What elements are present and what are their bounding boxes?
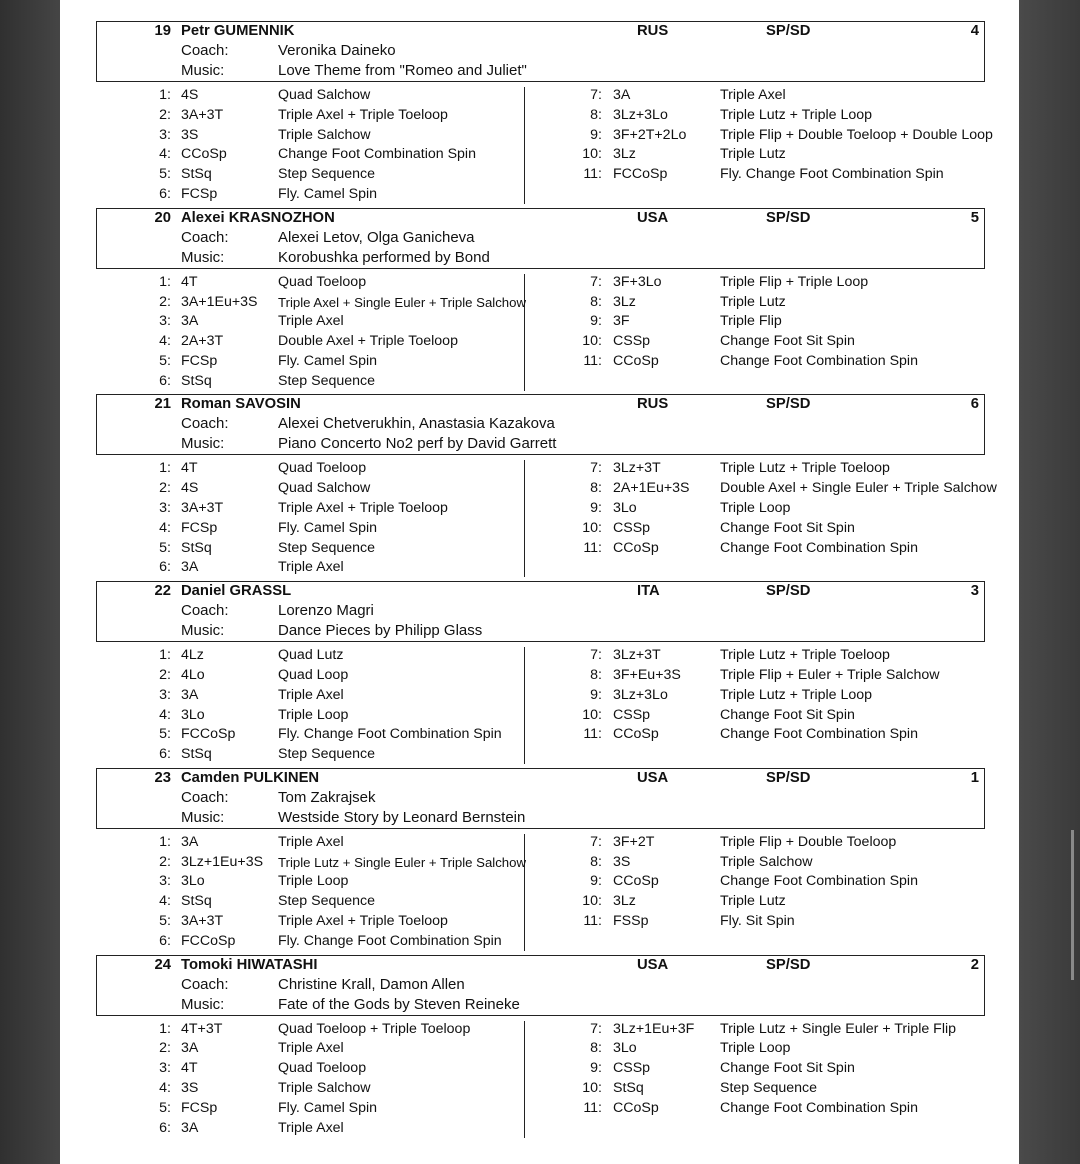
element-description: Change Foot Combination Spin — [720, 539, 918, 556]
coach-name: Veronika Daineko — [278, 42, 396, 59]
element-code: 3A+1Eu+3S — [181, 293, 258, 310]
element-code: 4T+3T — [181, 1020, 223, 1037]
element-description: Triple Flip + Triple Loop — [720, 273, 869, 290]
start-number: 20 — [154, 209, 171, 226]
coach-name: Tom Zakrajsek — [278, 788, 376, 806]
element-code: 3A+3T — [181, 106, 224, 123]
element-description: Triple Axel + Triple Toeloop — [278, 106, 448, 123]
element-description: Step Sequence — [278, 372, 376, 389]
coach-name: Alexei Letov, Olga Ganicheva — [278, 228, 475, 246]
element-code: 3Lz+1Eu+3F — [613, 1020, 695, 1037]
start-number: 21 — [154, 396, 171, 413]
element-number: 7: — [590, 273, 602, 290]
element-number: 7: — [590, 1020, 602, 1037]
element-number: 9: — [590, 873, 602, 890]
element-description: Fly. Camel Spin — [278, 352, 378, 369]
element-number: 9: — [590, 126, 602, 143]
element-description: Triple Axel — [278, 686, 344, 703]
element-description: Step Sequence — [278, 539, 376, 556]
element-number: 6: — [159, 932, 171, 949]
element-code: FCSp — [181, 352, 218, 369]
element-number: 10: — [582, 893, 602, 910]
element-description: Triple Axel + Triple Toeloop — [278, 500, 448, 516]
element-description: Quad Toeloop — [278, 1060, 367, 1077]
element-number: 11: — [583, 1099, 602, 1116]
element-description: Triple Lutz — [720, 893, 786, 910]
rank-number: 6 — [970, 396, 979, 413]
skater-name: Roman SAVOSIN — [181, 396, 301, 413]
element-code: StSq — [613, 1079, 644, 1096]
element-code: 4T — [181, 1060, 198, 1077]
element-code: 3A — [181, 686, 199, 703]
element-number: 2: — [159, 666, 171, 683]
skater-name: Tomoki HIWATASHI — [181, 956, 318, 973]
element-code: CCoSp — [613, 873, 659, 890]
column-divider — [524, 274, 525, 391]
element-description: Change Foot Combination Spin — [720, 1099, 918, 1116]
element-number: 7: — [590, 460, 602, 477]
element-number: 6: — [159, 1119, 171, 1136]
coach-name: Lorenzo Magri — [278, 602, 374, 620]
element-code: FCCoSp — [613, 166, 668, 183]
rank-number: 2 — [970, 956, 979, 973]
element-number: 10: — [582, 333, 602, 350]
element-number: 11: — [583, 539, 602, 556]
element-description: Change Foot Combination Spin — [720, 873, 918, 890]
element-number: 4: — [159, 893, 171, 910]
music-label: Music: — [181, 248, 225, 266]
element-code: CCoSp — [613, 352, 659, 369]
element-code: 3Lz — [613, 146, 636, 163]
element-description: Quad Toeloop — [278, 273, 367, 290]
element-number: 3: — [159, 873, 171, 890]
nation-code: USA — [637, 769, 669, 786]
element-code: 3Lz+3T — [613, 647, 661, 664]
element-description: Change Foot Sit Spin — [720, 333, 855, 350]
element-code: FCCoSp — [181, 726, 236, 743]
element-description: Double Axel + Triple Toeloop — [278, 333, 458, 350]
element-code: 3A+3T — [181, 500, 224, 516]
element-code: 3Lz+3T — [613, 460, 661, 477]
element-number: 5: — [159, 1099, 171, 1116]
element-code: 3Lo — [613, 500, 637, 516]
element-number: 5: — [159, 726, 171, 743]
element-code: 3Lo — [613, 1040, 637, 1057]
start-number: 19 — [154, 23, 171, 39]
element-description: Triple Lutz + Single Euler + Triple Salchow — [278, 854, 526, 870]
element-description: Fly. Camel Spin — [278, 186, 378, 202]
skater-name: Camden PULKINEN — [181, 769, 320, 786]
element-code: FSSp — [613, 913, 649, 929]
music-label: Music: — [181, 808, 225, 826]
element-number: 2: — [159, 480, 171, 497]
element-description: Step Sequence — [720, 1079, 818, 1096]
element-number: 4: — [159, 146, 171, 163]
element-description: Triple Lutz + Single Euler + Triple Flip — [720, 1020, 957, 1037]
element-number: 9: — [590, 500, 602, 516]
nation-code: RUS — [637, 23, 669, 39]
element-code: 3A — [181, 1119, 199, 1136]
element-number: 11: — [583, 726, 602, 743]
element-description: Quad Salchow — [278, 480, 371, 497]
element-description: Triple Lutz — [720, 293, 786, 310]
coach-name: Christine Krall, Damon Allen — [278, 975, 465, 993]
segment-label: SP/SD — [766, 583, 811, 600]
element-code: 3S — [181, 126, 199, 143]
element-description: Triple Lutz + Triple Toeloop — [720, 647, 890, 664]
element-description: Fly. Camel Spin — [278, 519, 378, 536]
element-number: 8: — [590, 293, 602, 310]
nation-code: USA — [637, 209, 669, 226]
element-number: 10: — [582, 519, 602, 536]
element-description: Fly. Sit Spin — [720, 913, 795, 929]
music-title: Love Theme from "Romeo and Juliet" — [278, 62, 527, 79]
element-description: Triple Axel — [278, 833, 344, 850]
segment-label: SP/SD — [766, 769, 811, 786]
element-code: CSSp — [613, 519, 651, 536]
element-description: Triple Loop — [278, 706, 349, 723]
element-description: Triple Axel + Triple Toeloop — [278, 913, 448, 929]
element-number: 5: — [159, 166, 171, 183]
element-number: 9: — [590, 1060, 602, 1077]
element-description: Triple Axel — [720, 87, 786, 103]
nation-code: USA — [637, 956, 669, 973]
element-code: 4S — [181, 480, 199, 497]
coach-label: Coach: — [181, 975, 229, 993]
music-title: Korobushka performed by Bond — [278, 248, 490, 266]
skater-name: Petr GUMENNIK — [181, 23, 295, 39]
element-number: 1: — [159, 1020, 171, 1037]
element-number: 10: — [582, 146, 602, 163]
element-code: CSSp — [613, 333, 651, 350]
nation-code: RUS — [637, 396, 669, 413]
element-description: Triple Lutz + Triple Toeloop — [720, 460, 890, 477]
element-number: 3: — [159, 1060, 171, 1077]
coach-label: Coach: — [181, 228, 229, 246]
element-description: Quad Salchow — [278, 87, 371, 103]
element-code: FCSp — [181, 1099, 218, 1116]
element-description: Triple Lutz + Triple Loop — [720, 686, 873, 703]
element-code: 3A — [181, 313, 199, 330]
element-code: 3S — [181, 1079, 199, 1096]
element-code: 4T — [181, 273, 198, 290]
element-description: Triple Loop — [720, 1040, 791, 1057]
element-number: 5: — [159, 913, 171, 929]
element-code: 3F — [613, 313, 630, 330]
element-description: Fly. Camel Spin — [278, 1099, 378, 1116]
element-number: 7: — [590, 647, 602, 664]
element-code: StSq — [181, 893, 212, 910]
music-label: Music: — [181, 622, 225, 640]
coach-label: Coach: — [181, 42, 229, 59]
music-label: Music: — [181, 995, 225, 1013]
element-code: 3A — [181, 833, 199, 850]
element-code: CCoSp — [613, 726, 659, 743]
element-code: CSSp — [613, 1060, 651, 1077]
element-description: Step Sequence — [278, 893, 376, 910]
element-code: CSSp — [613, 706, 651, 723]
element-code: 2A+1Eu+3S — [613, 480, 690, 497]
element-description: Fly. Change Foot Combination Spin — [720, 166, 944, 183]
viewer-left-margin — [0, 0, 60, 1164]
element-description: Double Axel + Single Euler + Triple Salchow — [720, 480, 997, 497]
element-number: 7: — [590, 87, 602, 103]
segment-label: SP/SD — [766, 396, 811, 413]
element-description: Triple Flip + Double Toeloop — [720, 833, 897, 850]
coach-label: Coach: — [181, 788, 229, 806]
element-code: 3Lo — [181, 706, 205, 723]
element-code: CCoSp — [613, 539, 659, 556]
element-code: FCCoSp — [181, 932, 236, 949]
element-number: 4: — [159, 333, 171, 350]
document-page — [60, 0, 1019, 1164]
element-number: 1: — [159, 87, 171, 103]
element-number: 6: — [159, 186, 171, 202]
element-number: 3: — [159, 126, 171, 143]
element-code: 3F+2T+2Lo — [613, 126, 687, 143]
segment-label: SP/SD — [766, 209, 811, 226]
element-description: Change Foot Sit Spin — [720, 519, 855, 536]
music-label: Music: — [181, 435, 225, 453]
element-number: 8: — [590, 853, 602, 870]
element-description: Triple Flip + Double Toeloop + Double Loop — [720, 126, 993, 143]
rank-number: 3 — [970, 583, 979, 600]
element-code: 4S — [181, 87, 199, 103]
element-description: Triple Lutz — [720, 146, 786, 163]
element-code: StSq — [181, 746, 212, 763]
element-code: FCSp — [181, 519, 218, 536]
element-number: 8: — [590, 1040, 602, 1057]
element-description: Change Foot Combination Spin — [720, 726, 918, 743]
element-number: 5: — [159, 352, 171, 369]
element-code: FCSp — [181, 186, 218, 202]
element-code: 4Lz — [181, 647, 204, 664]
rank-number: 1 — [970, 769, 979, 786]
element-code: 3Lz+1Eu+3S — [181, 853, 264, 870]
coach-label: Coach: — [181, 602, 229, 620]
segment-label: SP/SD — [766, 23, 811, 39]
element-number: 4: — [159, 519, 171, 536]
element-number: 3: — [159, 686, 171, 703]
element-code: 3A+3T — [181, 913, 224, 929]
element-code: 3A — [181, 1040, 199, 1057]
column-divider — [524, 834, 525, 951]
element-number: 5: — [159, 539, 171, 556]
element-number: 8: — [590, 106, 602, 123]
element-number: 2: — [159, 106, 171, 123]
element-code: 3S — [613, 853, 631, 870]
element-description: Step Sequence — [278, 746, 376, 763]
element-number: 6: — [159, 372, 171, 389]
element-number: 8: — [590, 666, 602, 683]
element-number: 11: — [583, 352, 602, 369]
element-description: Triple Salchow — [720, 853, 813, 870]
element-code: CCoSp — [181, 146, 227, 163]
element-description: Triple Lutz + Triple Loop — [720, 106, 873, 123]
element-number: 10: — [582, 706, 602, 723]
element-number: 8: — [590, 480, 602, 497]
element-number: 6: — [159, 746, 171, 763]
element-code: 3F+3Lo — [613, 273, 662, 290]
element-description: Triple Axel + Single Euler + Triple Salchow — [278, 294, 526, 310]
music-title: Dance Pieces by Philipp Glass — [278, 622, 483, 640]
element-description: Change Foot Combination Spin — [278, 146, 476, 163]
element-description: Quad Lutz — [278, 647, 344, 664]
element-code: 3Lo — [181, 873, 205, 890]
element-description: Triple Axel — [278, 1119, 344, 1136]
music-title: Westside Story by Leonard Bernstein — [278, 808, 526, 826]
element-number: 2: — [159, 1040, 171, 1057]
column-divider — [524, 87, 525, 204]
element-number: 2: — [159, 293, 171, 310]
element-code: 3Lz+3Lo — [613, 686, 668, 703]
element-description: Triple Axel — [278, 559, 344, 576]
element-number: 4: — [159, 706, 171, 723]
element-code: 3Lz — [613, 893, 636, 910]
column-divider — [524, 460, 525, 577]
element-number: 1: — [159, 460, 171, 477]
element-code: CCoSp — [613, 1099, 659, 1116]
music-label: Music: — [181, 62, 225, 79]
element-description: Quad Toeloop + Triple Toeloop — [278, 1020, 471, 1037]
column-divider — [524, 1021, 525, 1138]
element-description: Change Foot Sit Spin — [720, 706, 855, 723]
element-code: 2A+3T — [181, 333, 224, 350]
element-number: 1: — [159, 647, 171, 664]
coach-label: Coach: — [181, 415, 229, 433]
element-description: Triple Salchow — [278, 1079, 371, 1096]
element-code: StSq — [181, 372, 212, 389]
element-code: StSq — [181, 539, 212, 556]
start-number: 22 — [154, 583, 171, 600]
rank-number: 4 — [970, 23, 979, 39]
coach-name: Alexei Chetverukhin, Anastasia Kazakova — [278, 415, 555, 433]
element-number: 6: — [159, 559, 171, 576]
element-code: 3F+Eu+3S — [613, 666, 681, 683]
element-description: Triple Axel — [278, 313, 344, 330]
column-divider — [524, 647, 525, 764]
element-number: 2: — [159, 853, 171, 870]
element-code: 3A — [613, 87, 631, 103]
element-code: 4T — [181, 460, 198, 477]
element-number: 11: — [583, 166, 602, 183]
element-number: 4: — [159, 1079, 171, 1096]
segment-label: SP/SD — [766, 956, 811, 973]
element-description: Fly. Change Foot Combination Spin — [278, 932, 502, 949]
skater-name: Alexei KRASNOZHON — [181, 209, 335, 226]
nation-code: ITA — [637, 583, 660, 600]
skater-name: Daniel GRASSL — [181, 583, 292, 600]
scrollbar-thumb[interactable] — [1071, 830, 1074, 980]
rank-number: 5 — [970, 209, 979, 226]
element-description: Fly. Change Foot Combination Spin — [278, 726, 502, 743]
element-description: Triple Flip + Euler + Triple Salchow — [720, 666, 940, 683]
start-number: 23 — [154, 769, 171, 786]
element-number: 9: — [590, 686, 602, 703]
music-title: Piano Concerto No2 perf by David Garrett — [278, 435, 557, 453]
element-number: 3: — [159, 313, 171, 330]
element-number: 7: — [590, 833, 602, 850]
music-title: Fate of the Gods by Steven Reineke — [278, 995, 520, 1013]
element-number: 3: — [159, 500, 171, 516]
viewer-right-margin — [1019, 0, 1080, 1164]
element-description: Triple Axel — [278, 1040, 344, 1057]
element-number: 11: — [583, 913, 602, 929]
element-code: 3A — [181, 559, 199, 576]
element-description: Triple Loop — [278, 873, 349, 890]
element-number: 9: — [590, 313, 602, 330]
start-number: 24 — [154, 956, 171, 973]
element-number: 10: — [582, 1079, 602, 1096]
element-description: Triple Salchow — [278, 126, 371, 143]
element-description: Step Sequence — [278, 166, 376, 183]
element-code: 3Lz — [613, 293, 636, 310]
element-description: Change Foot Combination Spin — [720, 352, 918, 369]
element-description: Triple Flip — [720, 313, 782, 330]
element-number: 1: — [159, 273, 171, 290]
element-description: Change Foot Sit Spin — [720, 1060, 855, 1077]
element-code: 3F+2T — [613, 833, 655, 850]
element-number: 1: — [159, 833, 171, 850]
element-code: 3Lz+3Lo — [613, 106, 668, 123]
element-code: 4Lo — [181, 666, 205, 683]
element-description: Quad Loop — [278, 666, 349, 683]
element-description: Triple Loop — [720, 500, 791, 516]
element-code: StSq — [181, 166, 212, 183]
element-description: Quad Toeloop — [278, 460, 367, 477]
